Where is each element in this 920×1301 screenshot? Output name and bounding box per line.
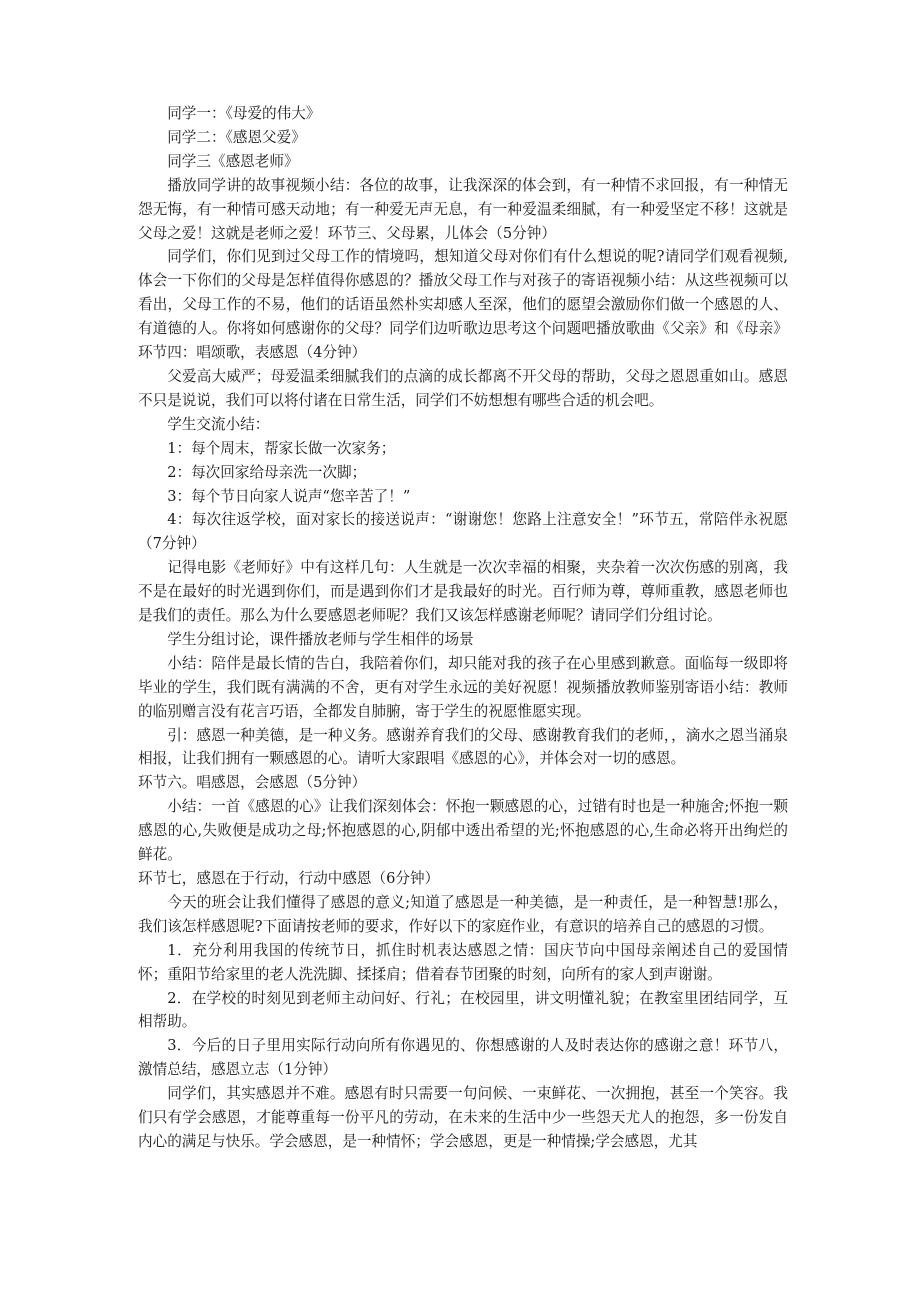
paragraph: 小结：陪伴是最长情的告白，我陪着你们，却只能对我的孩子在心里感到歉意。面临每一级即将毕业的学生，我们既有满满的不舍，更有对学生永远的美好祝愿！视频播放教师鉴别寄语小结：教师的临别赠言没有花言巧语，全都发自肺腑，寄于学生的祝愿惟愿实现。 xyxy=(138,654,788,720)
paragraph: 记得电影《老师好》中有这样几句：人生就是一次次幸福的相聚，夹杂着一次次伤感的别离，我不是在最好的时光遇到你们，而是遇到你们才是我最好的时光。百行师为尊，尊师重教，感恩老师也是我们的责任。那么为什么要感恩老师呢？我们又该怎样感谢老师呢？请同学们分组讨论。 xyxy=(138,559,788,625)
paragraph: 父爱高大威严；母爱温柔细腻我们的点滴的成长都离不开父母的帮助，父母之恩恩重如山。感恩不只是说说，我们可以将付诸在日常生活，同学们不妨想想有哪些合适的机会吧。 xyxy=(138,367,788,409)
list-item: 1．充分利用我国的传统节日，抓住时机表达感恩之情：国庆节向中国母亲阐述自己的爱国情怀；重阳节给家里的老人洗洗脚、揉揉肩；借着春节团聚的时刻，向所有的家人到声谢谢。 xyxy=(138,941,788,983)
paragraph: 学生交流小结： xyxy=(167,415,270,433)
paragraph: 小结：一首《感恩的心》让我们深刻体会：怀抱一颗感恩的心，过错有时也是一种施舍;怀抱一颗感恩的心,失败便是成功之母;怀抱感恩的心,阴郁中透出希望的光;怀抱感恩的心,生命必将开出绚烂的鲜花。 xyxy=(138,798,788,864)
list-item: 2：每次回家给母亲洗一次脚； xyxy=(167,463,367,481)
paragraph: 同学们，你们见到过父母工作的情境吗，想知道父母对你们有什么想说的呢?请同学们观看视频,体会一下你们的父母是怎样值得你感恩的？播放父母工作与对孩子的寄语视频小结：从这些视频可以看出，父母工作的不易，他们的话语虽然朴实却感人至深，他们的愿望会激励你们做一个感恩的人、有道德的人。你将如何感谢你的父母？同学们边听歌边思考这个问题吧播放歌曲《父亲》和《母亲》环节四：唱颂歌，表感恩（4分钟） xyxy=(138,248,788,362)
paragraph: 同学二：《感恩父爱》 xyxy=(167,128,306,146)
paragraph: 同学们，其实感恩并不难。感恩有时只需要一句问候、一束鲜花、一次拥抱，甚至一个笑容。我们只有学会感恩，才能尊重每一份平凡的劳动，在未来的生活中少一些怨天尤人的抱怨，多一份发自内心的满足与快乐。学会感恩，是一种情怀；学会感恩，更是一种情操;学会感恩，尤其 xyxy=(138,1085,788,1150)
section-heading: 环节六。唱感恩，会感恩（5分钟） xyxy=(138,774,367,792)
paragraph: 今天的班会让我们懂得了感恩的意义;知道了感恩是一种美德，是一种责任，是一种智慧!那么，我们该怎样感恩呢?下面请按老师的要求，作好以下的家庭作业，有意识的培养自己的感恩的习惯。 xyxy=(138,893,788,935)
section-heading: 环节七，感恩在于行动，行动中感恩（6分钟） xyxy=(138,870,440,887)
list-item: 3：每个节日向家人说声“您辛苦了！” xyxy=(167,487,411,505)
list-item: 4：每次往返学校，面对家长的接送说声：“谢谢您！您路上注意安全！”环节五，常陪伴永祝愿（7分钟） xyxy=(138,511,788,553)
list-item: 1：每个周末，帮家长做一次家务； xyxy=(167,439,396,457)
list-item: 3．今后的日子里用实际行动向所有你遇见的、你想感谢的人及时表达你的感谢之意！环节八，激情总结，感恩立志（1分钟） xyxy=(138,1037,788,1079)
list-item: 2．在学校的时刻见到老师主动问好、行礼；在校园里，讲文明懂礼貌；在教室里团结同学，互相帮助。 xyxy=(138,989,788,1031)
paragraph: 引：感恩一种美德，是一种义务。感谢养育我们的父母、感谢教育我们的老师，，滴水之恩当涌泉相报，让我们拥有一颗感恩的心。请听大家跟唱《感恩的心》，并体会对一切的感恩。 xyxy=(138,726,788,768)
paragraph: 同学三《感恩老师》 xyxy=(167,152,299,170)
paragraph: 学生分组讨论，课件播放老师与学生相伴的场景 xyxy=(167,630,474,648)
paragraph: 同学一：《母爱的伟大》 xyxy=(167,105,321,122)
paragraph: 播放同学讲的故事视频小结：各位的故事，让我深深的体会到，有一种情不求回报，有一种情无怨无悔，有一种情可感天动地；有一种爱无声无息，有一种爱温柔细腻，有一种爱坚定不移！这就是父母之爱！这就是老师之爱！环节三、父母累，儿体会（5分钟） xyxy=(138,176,788,242)
